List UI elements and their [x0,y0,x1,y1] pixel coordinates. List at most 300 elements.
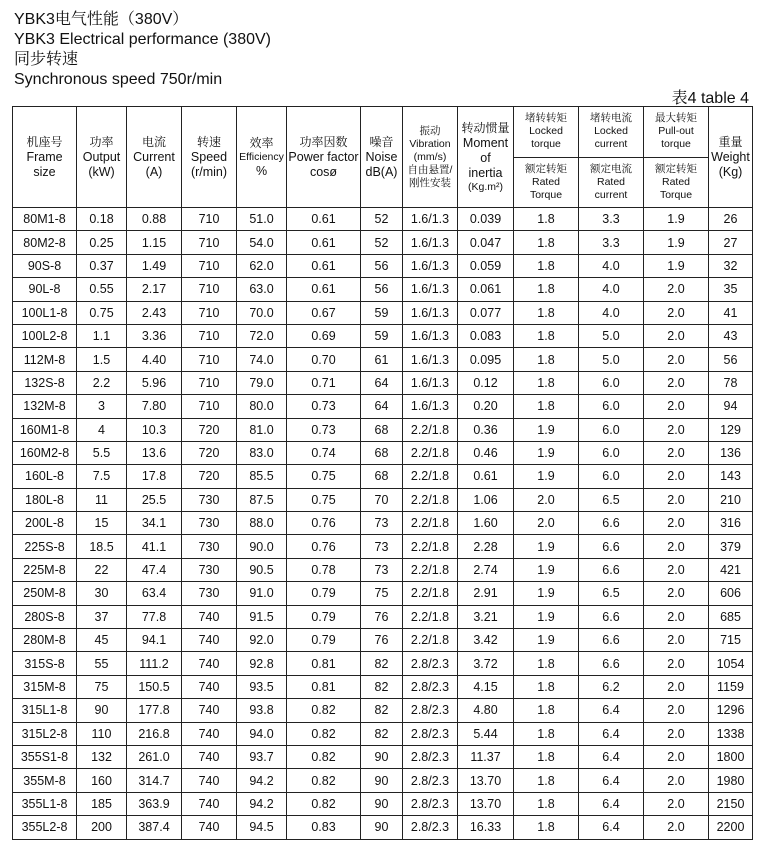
cell-vibration: 2.2/1.8 [403,629,458,652]
cell-pullout-torque-ratio: 2.0 [644,488,709,511]
header-en: % [255,163,268,178]
cell-inertia: 0.095 [458,348,514,371]
col-header-locked-current [579,107,644,208]
table-row [13,535,753,558]
cell-vibration: 1.6/1.3 [403,208,458,231]
table-body [13,208,753,840]
header-cn: 额定转矩 [655,162,697,175]
cell-weight: 26 [709,208,753,231]
cell-noise: 73 [361,512,403,535]
cell-current: 4.40 [127,348,182,371]
cell-locked-current-ratio: 6.6 [579,512,644,535]
cell-weight: 606 [709,582,753,605]
header-en: of [480,150,491,165]
cell-current: 177.8 [127,699,182,722]
col-header-frame [13,107,77,208]
cell-efficiency: 87.5 [237,488,287,511]
cell-weight: 316 [709,512,753,535]
cell-pullout-torque-ratio: 2.0 [644,465,709,488]
header-cn: 效率 [249,135,274,150]
cell-vibration: 2.2/1.8 [403,465,458,488]
header-cn: 噪音 [369,134,394,149]
cell-locked-current-ratio: 6.0 [579,441,644,464]
cell-efficiency: 80.0 [237,395,287,418]
cell-frame-size: 355S1-8 [13,745,77,768]
cell-inertia: 11.37 [458,745,514,768]
cell-weight: 2150 [709,792,753,815]
cell-vibration: 1.6/1.3 [403,371,458,394]
cell-current: 1.49 [127,254,182,277]
cell-inertia: 0.46 [458,441,514,464]
cell-efficiency: 88.0 [237,512,287,535]
header-cn: 额定转矩 [525,162,567,175]
header-en: Vibration [409,137,451,150]
cell-power-factor: 0.61 [287,278,361,301]
cell-pullout-torque-ratio: 2.0 [644,675,709,698]
header-cn: 功率因数 [299,134,348,149]
cell-noise: 68 [361,465,403,488]
cell-locked-current-ratio: 6.6 [579,629,644,652]
cell-locked-torque-ratio: 1.8 [514,745,579,768]
cell-efficiency: 83.0 [237,441,287,464]
cell-current: 10.3 [127,418,182,441]
col-header-output [77,107,127,208]
title-en: YBK3 Electrical performance (380V) [14,31,271,48]
cell-speed: 740 [182,629,237,652]
cell-inertia: 2.28 [458,535,514,558]
cell-vibration: 2.2/1.8 [403,582,458,605]
header-en: torque [531,138,561,151]
cell-locked-current-ratio: 5.0 [579,348,644,371]
cell-speed: 740 [182,745,237,768]
cell-vibration: 1.6/1.3 [403,231,458,254]
cell-speed: 710 [182,301,237,324]
cell-efficiency: 51.0 [237,208,287,231]
header-top [644,107,708,157]
header-en: Rated [531,175,561,188]
cell-weight: 136 [709,441,753,464]
header-en: Torque [659,188,693,201]
cell-frame-size: 132S-8 [13,371,77,394]
cell-speed: 710 [182,254,237,277]
cell-pullout-torque-ratio: 2.0 [644,278,709,301]
cell-locked-torque-ratio: 1.8 [514,699,579,722]
header-cn: 刚性安装 [409,176,451,189]
header-en: cosø [309,164,338,179]
performance-table [12,106,753,840]
cell-locked-current-ratio: 6.6 [579,535,644,558]
cell-vibration: 2.2/1.8 [403,418,458,441]
cell-power-factor: 0.81 [287,675,361,698]
cell-speed: 720 [182,465,237,488]
cell-speed: 710 [182,324,237,347]
cell-output: 15 [77,512,127,535]
table-row [13,231,753,254]
table-row [13,278,753,301]
cell-speed: 730 [182,512,237,535]
cell-locked-current-ratio: 6.2 [579,675,644,698]
cell-output: 18.5 [77,535,127,558]
cell-inertia: 5.44 [458,722,514,745]
cell-weight: 27 [709,231,753,254]
table-row [13,816,753,839]
cell-current: 13.6 [127,441,182,464]
header-en: Rated [661,175,691,188]
cell-inertia: 0.077 [458,301,514,324]
cell-vibration: 1.6/1.3 [403,395,458,418]
table-row [13,441,753,464]
cell-speed: 740 [182,652,237,675]
cell-weight: 143 [709,465,753,488]
cell-pullout-torque-ratio: 2.0 [644,792,709,815]
cell-speed: 740 [182,769,237,792]
cell-power-factor: 0.61 [287,231,361,254]
col-header-vibration [403,107,458,208]
header-en: Weight [711,149,750,164]
cell-weight: 1338 [709,722,753,745]
cell-noise: 90 [361,745,403,768]
header-en: (A) [145,164,163,179]
cell-locked-torque-ratio: 1.8 [514,816,579,839]
cell-inertia: 4.15 [458,675,514,698]
header-cn: 功率 [89,134,114,149]
header-en: (r/min) [190,164,228,179]
cell-locked-torque-ratio: 2.0 [514,512,579,535]
cell-speed: 740 [182,675,237,698]
cell-inertia: 13.70 [458,792,514,815]
cell-pullout-torque-ratio: 2.0 [644,745,709,768]
cell-power-factor: 0.83 [287,816,361,839]
header-en: Rated [596,175,626,188]
cell-current: 363.9 [127,792,182,815]
cell-efficiency: 93.7 [237,745,287,768]
cell-noise: 90 [361,816,403,839]
table-row [13,418,753,441]
header-en: Moment [462,135,509,150]
cell-efficiency: 92.0 [237,629,287,652]
cell-inertia: 0.61 [458,465,514,488]
header-en: size [33,164,56,179]
table-row [13,324,753,347]
col-header-pullout-torque [644,107,709,208]
table-number-label: 表4 table 4 [671,90,749,107]
cell-weight: 56 [709,348,753,371]
cell-efficiency: 94.5 [237,816,287,839]
cell-pullout-torque-ratio: 2.0 [644,722,709,745]
header-row [13,107,753,208]
cell-vibration: 2.8/2.3 [403,722,458,745]
cell-inertia: 4.80 [458,699,514,722]
cell-power-factor: 0.79 [287,629,361,652]
table-row [13,395,753,418]
cell-frame-size: 315M-8 [13,675,77,698]
cell-locked-current-ratio: 6.4 [579,722,644,745]
cell-output: 1.1 [77,324,127,347]
cell-frame-size: 280M-8 [13,629,77,652]
header-cn: 转动惯量 [461,120,510,135]
col-header-power-factor [287,107,361,208]
cell-vibration: 2.8/2.3 [403,769,458,792]
cell-pullout-torque-ratio: 2.0 [644,512,709,535]
table-row [13,675,753,698]
cell-locked-torque-ratio: 2.0 [514,488,579,511]
cell-vibration: 1.6/1.3 [403,278,458,301]
cell-weight: 35 [709,278,753,301]
cell-weight: 1800 [709,745,753,768]
cell-noise: 64 [361,371,403,394]
cell-output: 200 [77,816,127,839]
col-header-inertia [458,107,514,208]
cell-current: 63.4 [127,582,182,605]
cell-weight: 715 [709,629,753,652]
cell-efficiency: 90.0 [237,535,287,558]
cell-output: 22 [77,558,127,581]
cell-output: 185 [77,792,127,815]
cell-weight: 421 [709,558,753,581]
cell-locked-torque-ratio: 1.8 [514,395,579,418]
cell-speed: 740 [182,816,237,839]
cell-current: 47.4 [127,558,182,581]
speed-cn: 同步转速 [14,51,79,68]
cell-frame-size: 160M2-8 [13,441,77,464]
cell-current: 1.15 [127,231,182,254]
cell-output: 110 [77,722,127,745]
cell-locked-current-ratio: 6.4 [579,769,644,792]
cell-speed: 720 [182,441,237,464]
cell-current: 34.1 [127,512,182,535]
cell-noise: 68 [361,418,403,441]
title-cn: YBK3电气性能（380V） [14,11,189,28]
cell-speed: 740 [182,792,237,815]
cell-locked-torque-ratio: 1.9 [514,441,579,464]
table-row [13,488,753,511]
cell-current: 3.36 [127,324,182,347]
cell-weight: 1296 [709,699,753,722]
cell-power-factor: 0.82 [287,722,361,745]
cell-pullout-torque-ratio: 1.9 [644,254,709,277]
cell-power-factor: 0.73 [287,418,361,441]
cell-locked-current-ratio: 5.0 [579,324,644,347]
cell-weight: 78 [709,371,753,394]
table-row [13,301,753,324]
table-row [13,699,753,722]
header-en: inertia [468,165,503,180]
table-row [13,722,753,745]
col-header-current [127,107,182,208]
cell-inertia: 0.36 [458,418,514,441]
cell-current: 314.7 [127,769,182,792]
cell-power-factor: 0.67 [287,301,361,324]
cell-vibration: 1.6/1.3 [403,348,458,371]
cell-output: 75 [77,675,127,698]
cell-noise: 90 [361,792,403,815]
cell-speed: 730 [182,488,237,511]
header-en: torque [661,138,691,151]
cell-frame-size: 355M-8 [13,769,77,792]
cell-frame-size: 160L-8 [13,465,77,488]
cell-frame-size: 280S-8 [13,605,77,628]
cell-current: 17.8 [127,465,182,488]
cell-weight: 43 [709,324,753,347]
cell-output: 0.75 [77,301,127,324]
cell-frame-size: 112M-8 [13,348,77,371]
col-header-weight [709,107,753,208]
cell-efficiency: 72.0 [237,324,287,347]
cell-frame-size: 250M-8 [13,582,77,605]
cell-locked-torque-ratio: 1.8 [514,371,579,394]
cell-locked-current-ratio: 6.4 [579,816,644,839]
cell-pullout-torque-ratio: 2.0 [644,348,709,371]
cell-speed: 710 [182,395,237,418]
cell-frame-size: 80M1-8 [13,208,77,231]
cell-inertia: 16.33 [458,816,514,839]
cell-weight: 94 [709,395,753,418]
cell-efficiency: 62.0 [237,254,287,277]
cell-inertia: 0.039 [458,208,514,231]
cell-output: 5.5 [77,441,127,464]
cell-frame-size: 90S-8 [13,254,77,277]
cell-locked-current-ratio: 3.3 [579,208,644,231]
cell-current: 41.1 [127,535,182,558]
cell-power-factor: 0.76 [287,512,361,535]
header-en: Pull-out [658,125,694,138]
table-row [13,769,753,792]
cell-output: 0.37 [77,254,127,277]
cell-frame-size: 225M-8 [13,558,77,581]
cell-pullout-torque-ratio: 2.0 [644,582,709,605]
cell-weight: 685 [709,605,753,628]
cell-frame-size: 315L1-8 [13,699,77,722]
cell-weight: 32 [709,254,753,277]
table-row [13,745,753,768]
cell-noise: 76 [361,629,403,652]
cell-pullout-torque-ratio: 2.0 [644,395,709,418]
header-en: (mm/s) [413,150,447,163]
cell-frame-size: 100L1-8 [13,301,77,324]
cell-vibration: 2.8/2.3 [403,652,458,675]
cell-current: 7.80 [127,395,182,418]
cell-output: 0.25 [77,231,127,254]
cell-output: 11 [77,488,127,511]
cell-locked-current-ratio: 6.4 [579,745,644,768]
cell-locked-torque-ratio: 1.8 [514,324,579,347]
cell-noise: 59 [361,324,403,347]
cell-noise: 52 [361,208,403,231]
table-row [13,629,753,652]
cell-frame-size: 132M-8 [13,395,77,418]
header-en: current [594,138,628,151]
cell-power-factor: 0.75 [287,465,361,488]
cell-speed: 710 [182,371,237,394]
cell-noise: 73 [361,558,403,581]
cell-output: 0.18 [77,208,127,231]
cell-vibration: 2.2/1.8 [403,535,458,558]
cell-pullout-torque-ratio: 1.9 [644,208,709,231]
cell-frame-size: 160M1-8 [13,418,77,441]
cell-efficiency: 92.8 [237,652,287,675]
header-en: Efficiency [239,150,284,163]
cell-output: 160 [77,769,127,792]
cell-pullout-torque-ratio: 2.0 [644,629,709,652]
cell-current: 387.4 [127,816,182,839]
table-row [13,465,753,488]
cell-speed: 730 [182,535,237,558]
cell-speed: 710 [182,208,237,231]
cell-locked-torque-ratio: 1.8 [514,254,579,277]
cell-locked-torque-ratio: 1.9 [514,418,579,441]
cell-power-factor: 0.74 [287,441,361,464]
cell-locked-torque-ratio: 1.8 [514,722,579,745]
cell-vibration: 2.2/1.8 [403,488,458,511]
cell-weight: 2200 [709,816,753,839]
cell-power-factor: 0.79 [287,605,361,628]
cell-pullout-torque-ratio: 2.0 [644,699,709,722]
header-en: (kW) [88,164,115,179]
cell-efficiency: 91.5 [237,605,287,628]
cell-pullout-torque-ratio: 1.9 [644,231,709,254]
cell-frame-size: 315L2-8 [13,722,77,745]
cell-vibration: 2.8/2.3 [403,675,458,698]
header-cn: 振动 [419,124,441,137]
cell-efficiency: 94.2 [237,792,287,815]
cell-noise: 75 [361,582,403,605]
cell-frame-size: 315S-8 [13,652,77,675]
cell-output: 37 [77,605,127,628]
cell-locked-current-ratio: 6.0 [579,395,644,418]
cell-locked-torque-ratio: 1.8 [514,792,579,815]
cell-noise: 61 [361,348,403,371]
cell-output: 3 [77,395,127,418]
cell-speed: 720 [182,418,237,441]
cell-inertia: 2.74 [458,558,514,581]
cell-weight: 1980 [709,769,753,792]
cell-power-factor: 0.70 [287,348,361,371]
cell-locked-current-ratio: 6.0 [579,465,644,488]
cell-power-factor: 0.61 [287,254,361,277]
cell-current: 2.43 [127,301,182,324]
cell-pullout-torque-ratio: 2.0 [644,371,709,394]
cell-noise: 68 [361,441,403,464]
cell-noise: 82 [361,722,403,745]
cell-efficiency: 81.0 [237,418,287,441]
header-en: Locked [529,125,563,138]
cell-power-factor: 0.79 [287,582,361,605]
cell-efficiency: 54.0 [237,231,287,254]
header-cn: 电流 [141,134,166,149]
cell-pullout-torque-ratio: 2.0 [644,418,709,441]
cell-locked-torque-ratio: 1.8 [514,301,579,324]
cell-noise: 82 [361,699,403,722]
header-cn: 堵转电流 [590,112,632,125]
cell-power-factor: 0.71 [287,371,361,394]
cell-inertia: 13.70 [458,769,514,792]
cell-noise: 52 [361,231,403,254]
header-en: current [594,188,628,201]
header-en: Power factor [288,149,359,164]
cell-noise: 64 [361,395,403,418]
cell-vibration: 1.6/1.3 [403,324,458,347]
cell-vibration: 2.8/2.3 [403,816,458,839]
cell-speed: 710 [182,231,237,254]
cell-power-factor: 0.82 [287,745,361,768]
cell-current: 0.88 [127,208,182,231]
col-header-speed [182,107,237,208]
cell-vibration: 1.6/1.3 [403,254,458,277]
cell-power-factor: 0.75 [287,488,361,511]
cell-inertia: 1.60 [458,512,514,535]
cell-locked-torque-ratio: 1.8 [514,278,579,301]
cell-locked-current-ratio: 6.5 [579,488,644,511]
